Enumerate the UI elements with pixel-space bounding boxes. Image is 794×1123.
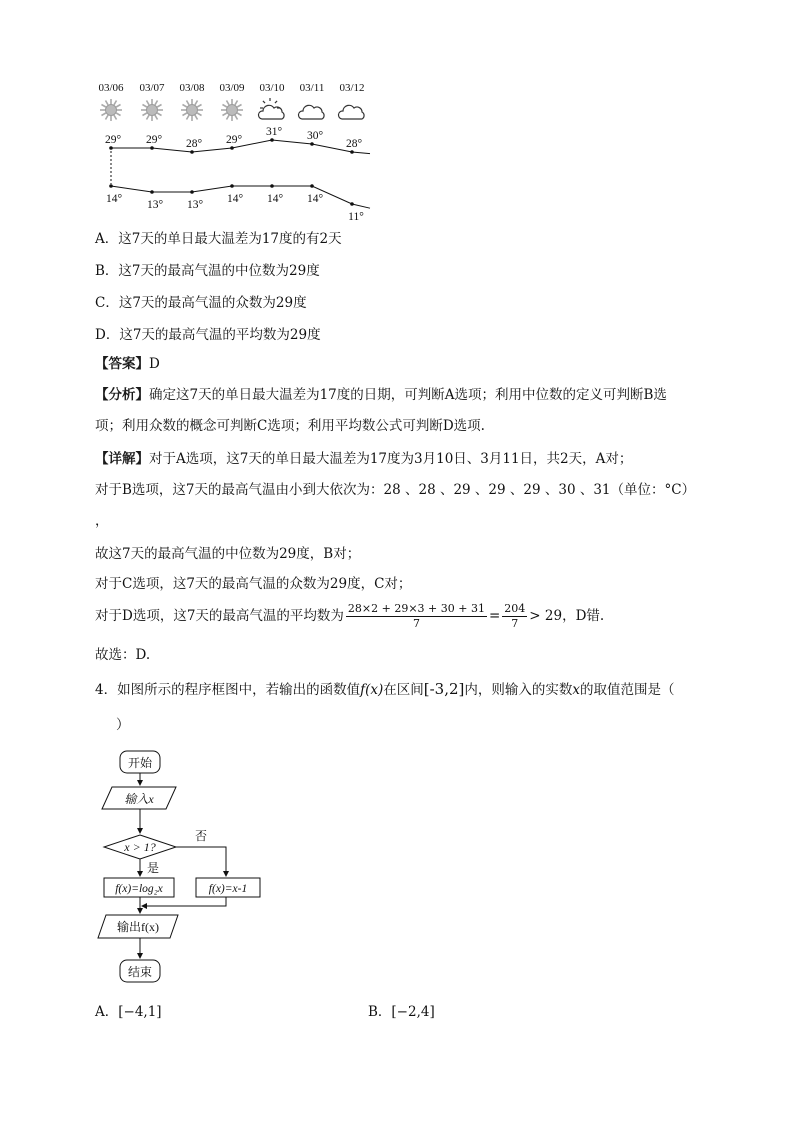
- flow-output-label: 输出f(x): [117, 920, 159, 934]
- q4-interval: [-3,2]: [423, 680, 465, 698]
- high-temp-point: [350, 150, 354, 154]
- partly-cloudy-icon: [258, 98, 284, 119]
- detail-mean-suffix: > 29，D错.: [529, 608, 605, 624]
- sun-icon: [221, 99, 243, 121]
- detail-text-1: 对于A选项，这7天的单日最大温差为17度为3月10日、3月11日，共2天，A对；: [149, 451, 633, 467]
- result-fraction-denominator: 7: [511, 617, 519, 630]
- flow-yes-label: 是: [147, 861, 160, 875]
- flow-no-label: 否: [195, 829, 208, 843]
- answer-tag: 【答案】: [95, 356, 149, 372]
- q3-option-c: C．这7天的最高气温的众数为29度: [95, 295, 307, 311]
- q4-option-a: A．[−4,1]: [95, 1004, 162, 1020]
- analysis-line-1: [95, 386, 667, 404]
- low-temp-point: [109, 184, 113, 188]
- detail-line-1: [95, 450, 632, 468]
- low-temp-point: [310, 184, 314, 188]
- low-temp-label: 13°: [186, 199, 204, 211]
- low-temp-point: [350, 202, 354, 206]
- date-label: 03/10: [259, 82, 285, 94]
- mean-fraction-numerator: 28×2 + 29×3 + 30 + 31: [347, 602, 485, 615]
- q4-fx: f(x): [360, 682, 384, 698]
- cloud-icon: [338, 105, 364, 119]
- q3-option-d: D．这7天的最高气温的平均数为29度: [95, 327, 321, 343]
- date-label: 03/06: [98, 82, 124, 94]
- q4-option-b: B．[−2,4]: [368, 1004, 435, 1020]
- high-temp-label: 30°: [306, 130, 324, 142]
- conclusion-line: 故选：D.: [95, 647, 151, 663]
- q4-var: x: [572, 682, 581, 698]
- q4-stem-mid: 在区间: [383, 682, 424, 698]
- high-temp-point: [230, 146, 234, 150]
- detail-line-6: [95, 600, 604, 632]
- q3-option-b: B．这7天的最高气温的中位数为29度: [95, 263, 320, 279]
- high-temp-point: [310, 142, 314, 146]
- high-temp-label: 29°: [145, 134, 163, 146]
- flow-no-branch-label: f(x)=x-1: [208, 883, 248, 895]
- q4-stem-suffix: 内，则输入的实数: [464, 682, 573, 698]
- date-label: 03/11: [299, 82, 325, 94]
- flow-yes-branch-label: f(x)=log₂x: [115, 883, 163, 895]
- sun-icon: [141, 99, 163, 121]
- answer-line: [95, 355, 160, 373]
- detail-line-5: 对于C选项，这7天的最高气温的众数为29度，C对；: [95, 576, 412, 592]
- cloud-icon: [298, 105, 324, 119]
- flow-end-label: 结束: [127, 965, 153, 979]
- equals-sign: =: [488, 608, 501, 624]
- detail-tag: 【详解】: [95, 451, 149, 467]
- analysis-tag: 【分析】: [95, 387, 149, 403]
- mean-fraction: [346, 602, 487, 631]
- q4-stem: [95, 680, 675, 699]
- q3-option-a: A．这7天的单日最大温差为17度的有2天: [95, 231, 342, 247]
- date-label: 03/09: [219, 82, 245, 94]
- low-temp-label: 14°: [266, 193, 284, 205]
- high-temp-label: 29°: [104, 134, 122, 146]
- low-temp-label: 11°: [348, 211, 364, 223]
- result-fraction-numerator: 204: [504, 602, 526, 615]
- q4-stem-prefix: 4．如图所示的程序框图中，若输出的函数值: [95, 682, 361, 698]
- result-fraction: [502, 602, 527, 631]
- detail-mean-prefix: 对于D选项，这7天的最高气温的平均数为: [95, 608, 344, 624]
- detail-line-3: ，: [95, 513, 109, 529]
- low-temp-point: [270, 184, 274, 188]
- program-flowchart: [90, 745, 290, 990]
- high-temp-label: 31°: [265, 126, 283, 138]
- low-temp-label: 13°: [146, 199, 164, 211]
- date-label: 03/07: [139, 82, 165, 94]
- high-temp-label: 28°: [185, 138, 203, 150]
- weather-temperature-chart: [80, 75, 380, 225]
- high-temp-point: [190, 150, 194, 154]
- low-temp-point: [190, 190, 194, 194]
- detail-line-4: 故这7天的最高气温的中位数为29度，B对；: [95, 546, 361, 562]
- sun-icon: [100, 99, 122, 121]
- analysis-text-1: 确定这7天的单日最大温差为17度的日期，可判断A选项；利用中位数的定义可判断B选: [149, 387, 667, 403]
- low-temp-point: [150, 190, 154, 194]
- analysis-line-2: 项；利用众数的概念可判断C选项；利用平均数公式可判断D选项.: [95, 418, 485, 434]
- high-temp-point: [150, 146, 154, 150]
- q4-stem-end: 的取值范围是（: [580, 682, 675, 698]
- flow-input-label: 输入x: [124, 792, 154, 806]
- flow-start-label: 开始: [127, 756, 153, 770]
- date-label: 03/12: [339, 82, 365, 94]
- detail-line-2: 对于B选项，这7天的最高气温由小到大依次为：28 、28 、29 、29 、29 、30 、31（单位：°C）: [95, 482, 696, 498]
- flow-condition-label: x > 1?: [124, 840, 156, 854]
- high-temp-point: [270, 138, 274, 142]
- date-label: 03/08: [179, 82, 205, 94]
- sun-icon: [181, 99, 203, 121]
- low-temp-label: 14°: [306, 193, 324, 205]
- answer-value: D: [149, 356, 160, 372]
- mean-fraction-denominator: 7: [412, 617, 420, 630]
- high-temp-label: 29°: [225, 134, 243, 146]
- q4-close-paren: ）: [116, 717, 130, 733]
- high-temp-point: [109, 146, 113, 150]
- low-temp-label: 14°: [105, 193, 123, 205]
- low-temp-label: 14°: [226, 193, 244, 205]
- low-temp-point: [230, 184, 234, 188]
- high-temp-label: 28°: [345, 138, 363, 150]
